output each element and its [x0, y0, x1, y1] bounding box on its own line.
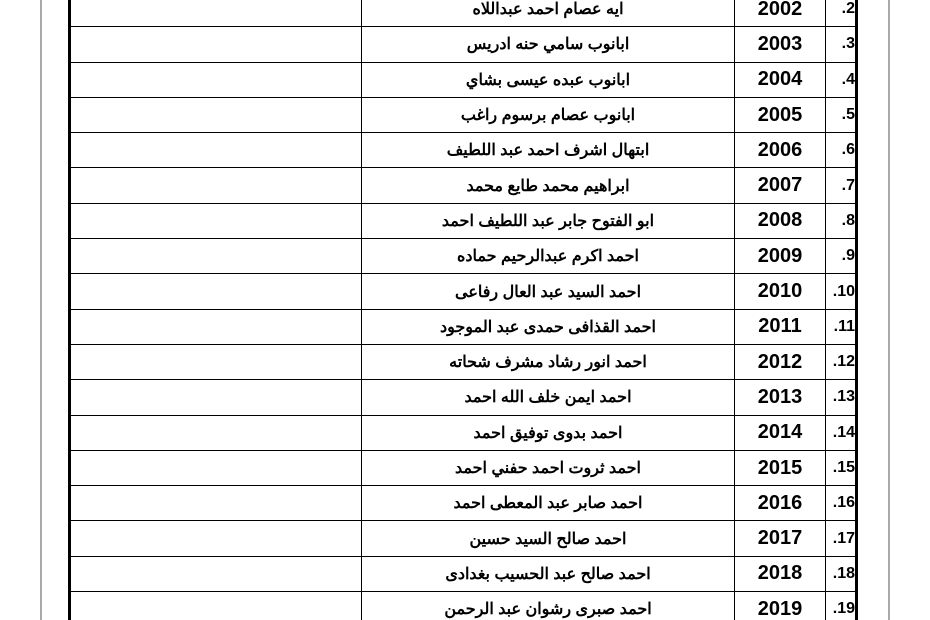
row-index-cell: .7 [826, 168, 857, 203]
student-name-cell: ابو الفتوح جابر عبد اللطيف احمد [362, 203, 735, 238]
blank-cell [70, 486, 362, 521]
table-row [70, 450, 857, 485]
seat-number-cell: 2019 [735, 592, 826, 620]
row-index-cell: .15 [826, 450, 857, 485]
student-name-cell: ابتهال اشرف احمد عبد اللطيف [362, 133, 735, 168]
student-name-cell: ابانوب عصام برسوم راغب [362, 97, 735, 132]
row-index-cell: .3 [826, 27, 857, 62]
row-index-cell: .4 [826, 62, 857, 97]
page-border-left [40, 0, 42, 620]
seat-number-cell: 2012 [735, 344, 826, 379]
blank-cell [70, 521, 362, 556]
blank-cell [70, 415, 362, 450]
blank-cell [70, 592, 362, 620]
student-roster-table [68, 0, 858, 620]
blank-cell [70, 168, 362, 203]
row-index-cell: .11 [826, 309, 857, 344]
table-row [70, 309, 857, 344]
table-row [70, 133, 857, 168]
row-index-cell: .5 [826, 97, 857, 132]
table-row [70, 380, 857, 415]
table-row [70, 415, 857, 450]
student-name-cell: ابانوب عبده عيسى بشاي [362, 62, 735, 97]
seat-number-cell: 2017 [735, 521, 826, 556]
row-index-cell: .9 [826, 239, 857, 274]
table-row [70, 556, 857, 591]
row-index-cell: .16 [826, 486, 857, 521]
student-name-cell: احمد صالح السيد حسين [362, 521, 735, 556]
student-name-cell: احمد انور رشاد مشرف شحاته [362, 344, 735, 379]
row-index-cell: .18 [826, 556, 857, 591]
row-index-cell: .2 [826, 0, 857, 27]
row-index-cell: .14 [826, 415, 857, 450]
row-index-cell: .8 [826, 203, 857, 238]
student-name-cell: احمد صابر عبد المعطى احمد [362, 486, 735, 521]
blank-cell [70, 344, 362, 379]
student-name-cell: احمد ثروت احمد حفني احمد [362, 450, 735, 485]
table-row [70, 62, 857, 97]
blank-cell [70, 203, 362, 238]
student-name-cell: احمد اكرم عبدالرحيم حماده [362, 239, 735, 274]
row-index-cell: .6 [826, 133, 857, 168]
table-row [70, 592, 857, 620]
blank-cell [70, 274, 362, 309]
row-index-cell: .10 [826, 274, 857, 309]
table-row [70, 486, 857, 521]
seat-number-cell: 2007 [735, 168, 826, 203]
seat-number-cell: 2013 [735, 380, 826, 415]
row-index-cell: .19 [826, 592, 857, 620]
student-name-cell: احمد صبرى رشوان عبد الرحمن [362, 592, 735, 620]
table-row [70, 168, 857, 203]
student-name-cell: احمد القذافى حمدى عبد الموجود [362, 309, 735, 344]
student-name-cell: احمد صالح عبد الحسيب بغدادى [362, 556, 735, 591]
seat-number-cell: 2018 [735, 556, 826, 591]
seat-number-cell: 2014 [735, 415, 826, 450]
blank-cell [70, 62, 362, 97]
seat-number-cell: 2008 [735, 203, 826, 238]
page-border-right [888, 0, 890, 620]
table-row [70, 97, 857, 132]
row-index-cell: .17 [826, 521, 857, 556]
table-row [70, 27, 857, 62]
seat-number-cell: 2004 [735, 62, 826, 97]
blank-cell [70, 27, 362, 62]
seat-number-cell: 2011 [735, 309, 826, 344]
student-name-cell: ابراهيم محمد طايع محمد [362, 168, 735, 203]
blank-cell [70, 309, 362, 344]
seat-number-cell: 2005 [735, 97, 826, 132]
student-name-cell: احمد ايمن خلف الله احمد [362, 380, 735, 415]
seat-number-cell: 2003 [735, 27, 826, 62]
table-row [70, 203, 857, 238]
student-name-cell: احمد السيد عبد العال رفاعى [362, 274, 735, 309]
blank-cell [70, 380, 362, 415]
seat-number-cell: 2010 [735, 274, 826, 309]
blank-cell [70, 97, 362, 132]
seat-number-cell: 2016 [735, 486, 826, 521]
blank-cell [70, 0, 362, 27]
table-row [70, 239, 857, 274]
table-row [70, 274, 857, 309]
row-index-cell: .13 [826, 380, 857, 415]
blank-cell [70, 133, 362, 168]
student-name-cell: ابانوب سامي حنه ادريس [362, 27, 735, 62]
seat-number-cell: 2015 [735, 450, 826, 485]
table-row [70, 521, 857, 556]
table-row [70, 344, 857, 379]
seat-number-cell: 2006 [735, 133, 826, 168]
roster-table-body [70, 0, 857, 620]
seat-number-cell: 2002 [735, 0, 826, 27]
seat-number-cell: 2009 [735, 239, 826, 274]
blank-cell [70, 239, 362, 274]
blank-cell [70, 450, 362, 485]
student-name-cell: ايه عصام احمد عبداللاه [362, 0, 735, 27]
student-name-cell: احمد بدوى توفيق احمد [362, 415, 735, 450]
table-row [70, 0, 857, 27]
row-index-cell: .12 [826, 344, 857, 379]
blank-cell [70, 556, 362, 591]
